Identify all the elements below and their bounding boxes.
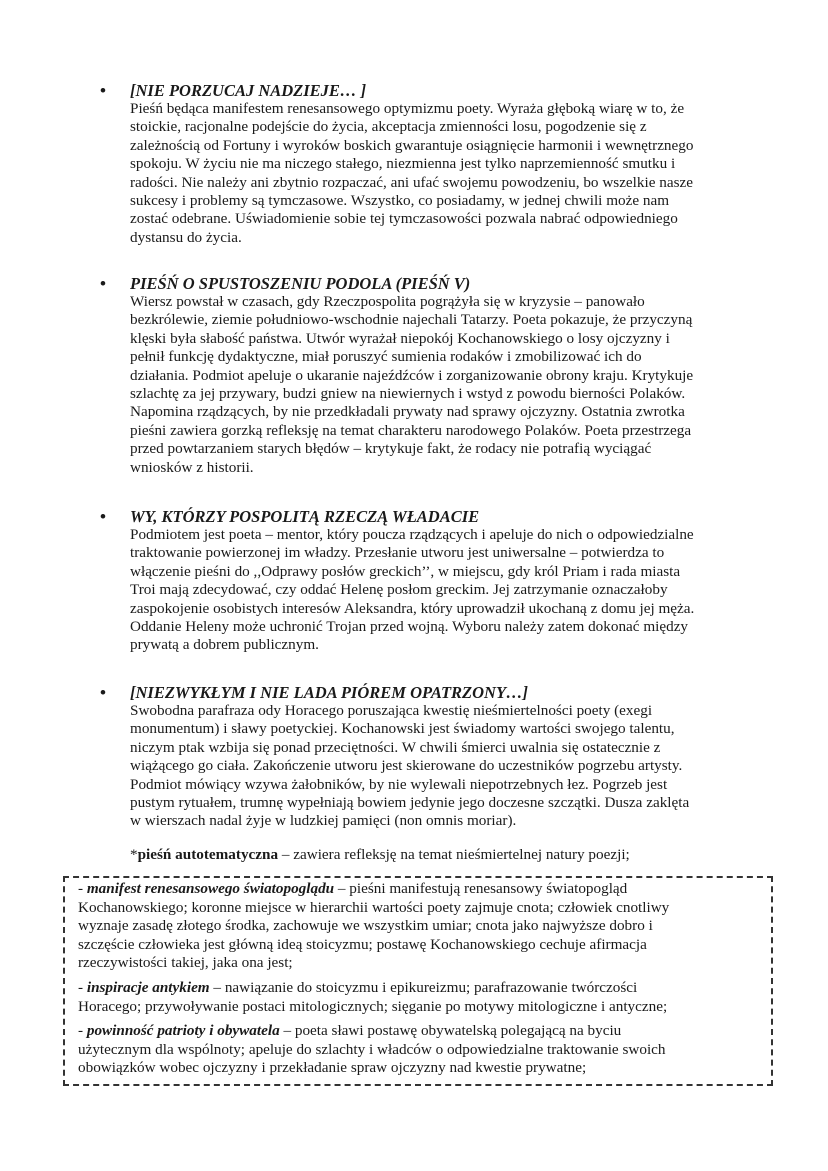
summary-item-first-line [78,979,768,998]
body-line: szlachtę za jej przywary, budzi gniew na niewiernych i wstyd z powodu bierności Polaków. [130,385,686,403]
footnote-text: – zawiera refleksję na temat nieśmiertelnej natury poezji; [278,846,630,863]
section-body [130,293,766,477]
body-line: stoickie, racjonalne podejście do życia, akceptacja zmienności losu, pogodzenie się z [130,118,647,136]
body-line: sukcesy i problemy są tymczasowe. Wszystko, co posiadamy, w jednej chwili może nam [130,192,670,210]
summary-text: – pieśni manifestują renesansowy światopogląd [334,880,628,897]
summary-line: użytecznym dla wspólnoty; apeluje do szlachty i władców o odpowiedzialne traktowanie swoich [78,1040,666,1058]
summary-line: Kochanowskiego; koronne miejsce w hierarchii wartości poety zajmuje cnota; człowiek cnotliwy [78,898,670,916]
section-body [130,526,766,655]
summary-term: inspiracje antykiem [86,978,210,996]
body-line: dystansu do życia. [130,228,242,246]
body-line: bezkrólewie, ziemie południowo-wschodnie najechali Tatarzy. Poeta pokazuje, że przyczyną [130,311,693,329]
body-line: Napomina rządzących, by nie przedkładali prywaty nad sprawy ojczyzny. Ostatnia zwrotka [130,403,685,421]
summary-line: obowiązków wobec ojczyzny i przekładanie spraw ojczyzny nad kwestie prywatne; [78,1059,587,1077]
bullet: • [100,683,106,702]
body-line: włączenie pieśni do ,,Odprawy posłów greckich’’, w miejscu, gdy król Priam i rada miasta [130,562,681,580]
body-line: traktowanie powierzonej im władzy. Przesłanie utworu jest uniwersalne – potwierdza to [130,544,665,562]
bullet: • [100,507,106,526]
summary-item-first-line [78,1022,768,1041]
summary-line: rzeczywistości takiej, jaka ona jest; [78,954,293,972]
summary-item-first-line [78,880,768,899]
body-line: zostać odebrane. Uświadomienie sobie tej tymczasowości pozwala nabrać odpowiedniego [130,210,678,228]
body-line: pełnił funkcję dydaktyczne, miał poruszyć sumienia rodaków i zmobilizować ich do [130,348,642,366]
body-line: Troi mają zdecydować, czy oddać Helenę posłom greckim. Jej zatrzymanie oznaczałoby [130,581,668,599]
body-line: Swobodna parafraza ody Horacego poruszająca kwestię nieśmiertelności poety (exegi [130,702,653,719]
section-heading: WY, KTÓRZY POSPOLITĄ RZECZĄ WŁADACIE [130,507,480,526]
bullet: • [100,81,106,100]
body-line: zależnością od Fortuny i wyroków boskich gwarantuje osiągnięcie harmonii i wewnętrznego [130,136,694,154]
summary-line: szczęście człowieka jest główną ideą stoicyzmu; postawę Kochanowskiego cechuje afirmacja [78,935,647,953]
summary-text: – nawiązanie do stoicyzmu i epikureizmu; parafrazowanie twórczości [209,978,638,996]
body-line: monumentum) i sławy poetyckiej. Kochanowski jest świadomy wartości swojego talentu, [130,720,675,738]
summary-item [78,1022,768,1078]
body-line: niczym ptak wzbija się ponad przeciętności. W chwili śmierci uwalnia się ostatecznie z [130,738,661,756]
footnote-marker: * [130,846,138,863]
summary-term: manifest renesansowego światopoglądu [86,880,335,897]
summary-item [78,979,768,1016]
summary-term: powinność patrioty i obywatela [86,1022,280,1040]
body-line: zaspokojenie osobistych interesów Aleksandra, który uprowadził ukochaną z domu jej męża. [130,599,695,617]
section-heading: [NIE PORZUCAJ NADZIEJE… ] [130,81,367,100]
section-heading: [NIEZWYKŁYM I NIE LADA PIÓREM OPATRZONY…] [130,683,529,702]
body-line: pustym rytuałem, trumnę wypełniają bowiem jedynie jego doczesne szczątki. Dusza zaklęta [130,794,690,812]
summary-item [78,880,768,973]
summary-line: wyznaje zasadę złotego środka, zachowuje we wszystkim umiar; cnota jako najwyższe dobro i [78,917,653,935]
body-line: przed powtarzaniem starych błędów – krytykuje fakt, że rodacy nie potrafią wyciągać [130,440,652,458]
body-line: pieśni zawiera gorzką refleksję na temat charakteru narodowego Polaków. Poeta przestrzega [130,421,692,439]
body-line: Oddanie Heleny może uchronić Trojan przed wojną. Wyboru należy zatem dokonać między [130,618,689,636]
body-line: klęski była słabość państwa. Utwór wyrażał niepokój Kochanowskiego o losy ojczyzny i [130,329,670,347]
summary-text: – poeta sławi postawę obywatelską polegającą na byciu [279,1022,622,1040]
section-body [130,702,766,831]
section-body [130,100,766,247]
body-line: Pieśń będąca manifestem renesansowego optymizmu poety. Wyraża głęboką wiarę w to, że [130,100,685,117]
footnote [130,845,630,865]
body-line: w wierszach nadal żyje w ludzkiej pamięci (non omnis moriar). [130,812,517,830]
body-line: Podmiot mówiący wzywa żałobników, by nie wylewali niepotrzebnych łez. Pogrzeb jest [130,775,668,793]
summary-box [78,880,768,1084]
body-line: prywatą a dobrem publicznym. [130,636,319,654]
summary-dash: - [78,1022,87,1040]
body-line: Podmiotem jest poeta – mentor, który poucza rządzących i apeluje do nich o odpowiedzialne [130,526,694,543]
body-line: radości. Nie należy ani zbytnio rozpaczać, ani ufać swojemu powodzeniu, bo wszelkie nasze [130,173,693,191]
body-line: Wiersz powstał w czasach, gdy Rzeczpospolita pogrążyła się w kryzysie – panowało [130,293,645,310]
section-heading: PIEŚŃ O SPUSTOSZENIU PODOLA (PIEŚŃ V) [130,274,471,293]
body-line: wiążącego go ciała. Zakończenie utworu jest skierowane do uczestników pogrzebu artysty. [130,757,683,775]
body-line: wniosków z historii. [130,458,254,476]
footnote-term: pieśń autotematyczna [137,846,279,863]
summary-line: Horacego; przywoływanie postaci mitologicznych; sięganie po motywy mitologiczne i antyczne; [78,997,668,1015]
summary-dash: - [78,880,87,897]
bullet: • [100,274,106,293]
body-line: działania. Podmiot apeluje o ukaranie najeźdźców i zorganizowanie obrony kraju. Krytykuje [130,366,694,384]
summary-dash: - [78,978,87,996]
body-line: spokoju. W życiu nie ma niczego stałego, niezmienna jest tylko naprzemienność smutku i [130,155,676,173]
